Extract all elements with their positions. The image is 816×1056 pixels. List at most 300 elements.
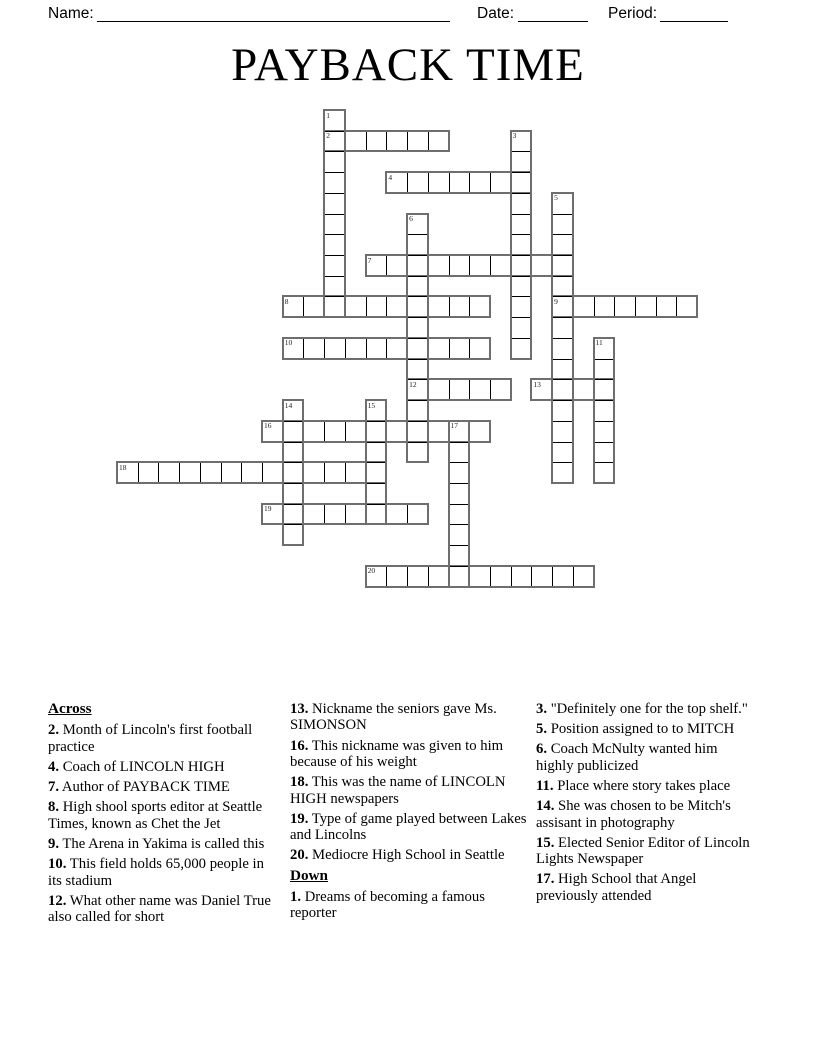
grid-cell[interactable]: [325, 172, 344, 191]
cell-divider: [325, 234, 344, 235]
grid-cell[interactable]: [284, 524, 303, 543]
cell-divider: [676, 297, 677, 316]
clue-number: 18.: [290, 774, 309, 791]
cell-divider: [366, 132, 367, 151]
grid-cell[interactable]: [367, 421, 386, 440]
cell-divider: [449, 380, 450, 399]
grid-cell[interactable]: [511, 567, 530, 586]
grid-cell[interactable]: [324, 463, 343, 482]
grid-cell[interactable]: [345, 505, 364, 524]
grid-cell[interactable]: [408, 276, 427, 295]
grid-cell[interactable]: [367, 504, 386, 523]
cell-divider: [408, 296, 427, 297]
word-15-down: [365, 399, 388, 525]
grid-cell[interactable]: [450, 483, 469, 502]
cell-divider: [450, 442, 469, 443]
cell-divider: [450, 524, 469, 525]
cell-divider: [345, 463, 346, 482]
cell-divider: [552, 567, 553, 586]
word-20-across: [365, 565, 595, 588]
cell-divider: [284, 462, 303, 463]
grid-cell[interactable]: [469, 567, 488, 586]
word-5-down: [551, 192, 574, 484]
cell-divider: [407, 567, 408, 586]
grid-cell[interactable]: [303, 463, 322, 482]
clue-across-10: 10. This field holds 65,000 people in its stadium: [48, 856, 264, 889]
grid-cell[interactable]: [449, 297, 468, 316]
grid-cell[interactable]: [490, 567, 509, 586]
cell-number-15: 15: [367, 400, 376, 410]
grid-cell[interactable]: [449, 173, 468, 192]
cell-divider: [656, 297, 657, 316]
cell-divider: [408, 255, 427, 256]
grid-cell[interactable]: [469, 256, 488, 275]
grid-cell[interactable]: [407, 505, 426, 524]
cell-number-6: 6: [409, 214, 413, 224]
grid-cell[interactable]: [367, 462, 386, 481]
cell-divider: [512, 234, 531, 235]
cell-divider: [614, 297, 615, 316]
grid-cell[interactable]: [221, 463, 240, 482]
cell-divider: [325, 172, 344, 173]
cell-divider: [553, 442, 572, 443]
word-18-across: [116, 461, 387, 484]
grid-cell[interactable]: [449, 339, 468, 358]
cell-divider: [324, 505, 325, 524]
clue-number: 4.: [48, 759, 60, 776]
clue-number: 19.: [290, 810, 309, 827]
grid-cell[interactable]: [303, 339, 322, 358]
grid-cell[interactable]: [553, 276, 572, 295]
grid-cell[interactable]: [512, 317, 531, 336]
grid-cell[interactable]: [450, 442, 469, 461]
cell-divider: [158, 463, 159, 482]
grid-cell[interactable]: [428, 380, 447, 399]
cell-divider: [408, 338, 427, 339]
clue-across-2: 2. Month of Lincoln's first football practice: [48, 722, 253, 755]
clue-number: 8.: [48, 799, 60, 816]
grid-cell[interactable]: [325, 151, 344, 170]
cell-divider: [595, 400, 614, 401]
grid-cell[interactable]: [325, 276, 344, 295]
cell-divider: [490, 256, 491, 275]
grid-cell[interactable]: [553, 400, 572, 419]
grid-cell[interactable]: [345, 463, 364, 482]
cell-number-16: 16: [264, 421, 272, 431]
clue-number: 3.: [536, 701, 548, 717]
cell-divider: [490, 380, 491, 399]
clue-number: 15.: [536, 834, 555, 851]
cell-divider: [635, 297, 636, 316]
cell-divider: [450, 566, 469, 567]
cell-divider: [428, 132, 429, 151]
cell-divider: [553, 255, 572, 256]
cell-divider: [303, 339, 304, 358]
cell-divider: [512, 193, 531, 194]
grid-cell[interactable]: [386, 339, 405, 358]
grid-cell[interactable]: [512, 296, 531, 315]
word-1-down: [323, 109, 346, 318]
cell-divider: [407, 173, 408, 192]
cell-number-18: 18: [119, 462, 127, 472]
grid-cell[interactable]: [345, 132, 364, 151]
cell-divider: [345, 505, 346, 524]
cell-divider: [386, 297, 387, 316]
cell-divider: [553, 276, 572, 277]
cell-divider: [408, 234, 427, 235]
grid-cell[interactable]: [595, 359, 614, 378]
clue-across-13: 13. Nickname the seniors gave Ms. SIMONSON: [290, 701, 497, 734]
cell-divider: [512, 276, 531, 277]
grid-cell[interactable]: [407, 567, 426, 586]
grid-cell[interactable]: [512, 338, 531, 357]
grid-cell[interactable]: [428, 339, 447, 358]
clue-across-16: 16. This nickname was given to him because of his weight: [290, 737, 504, 771]
cell-divider: [366, 339, 367, 358]
grid-cell[interactable]: [553, 462, 572, 481]
clue-down-1: 1. Dreams of becoming a famous reporter: [290, 889, 485, 922]
word-10-across: [282, 337, 491, 360]
cell-divider: [325, 151, 344, 152]
grid-cell[interactable]: [386, 256, 405, 275]
grid-cell[interactable]: [284, 442, 303, 461]
cell-divider: [367, 462, 386, 463]
cell-divider: [366, 297, 367, 316]
cell-number-4: 4: [388, 172, 393, 182]
grid-cell[interactable]: [553, 214, 572, 233]
grid-cell[interactable]: [345, 339, 364, 358]
grid-cell[interactable]: [656, 297, 675, 316]
cell-divider: [595, 421, 614, 422]
grid-cell[interactable]: [553, 442, 572, 461]
cell-divider: [553, 421, 572, 422]
clue-number: 14.: [536, 798, 555, 815]
grid-cell[interactable]: [158, 463, 177, 482]
clues-column-2: [290, 701, 528, 926]
grid-cell[interactable]: [284, 504, 303, 523]
grid-cell[interactable]: [573, 380, 592, 399]
cell-divider: [284, 442, 303, 443]
cell-divider: [553, 317, 572, 318]
cell-divider: [408, 421, 427, 422]
cell-divider: [512, 338, 531, 339]
grid-cell[interactable]: [428, 256, 447, 275]
grid-cell[interactable]: [367, 483, 386, 502]
cell-divider: [408, 276, 427, 277]
grid-cell[interactable]: [262, 463, 281, 482]
cell-divider: [325, 255, 344, 256]
cell-divider: [449, 256, 450, 275]
clue-across-12: 12. What other name was Daniel True also called for short: [48, 892, 271, 926]
cell-divider: [325, 296, 344, 297]
cell-divider: [325, 193, 344, 194]
clue-across-18: 18. This was the name of LINCOLN HIGH newspapers: [290, 774, 506, 807]
cell-divider: [284, 421, 303, 422]
grid-cell[interactable]: [408, 296, 427, 315]
cell-divider: [450, 483, 469, 484]
cell-divider: [512, 151, 531, 152]
clue-number: 2.: [48, 722, 60, 739]
grid-cell[interactable]: [407, 173, 426, 192]
cell-number-14: 14: [284, 400, 293, 410]
period-label: Period:: [608, 5, 658, 22]
cell-divider: [408, 359, 427, 360]
cell-divider: [262, 463, 263, 482]
grid-cell[interactable]: [303, 297, 322, 316]
grid-cell[interactable]: [386, 422, 405, 441]
grid-cell[interactable]: [553, 359, 572, 378]
cell-divider: [325, 214, 344, 215]
grid-cell[interactable]: [325, 193, 344, 212]
cell-divider: [324, 422, 325, 441]
cell-divider: [469, 339, 470, 358]
grid-cell[interactable]: [345, 297, 364, 316]
grid-cell[interactable]: [428, 297, 447, 316]
grid-cell[interactable]: [552, 567, 571, 586]
grid-cell[interactable]: [407, 132, 426, 151]
grid-cell[interactable]: [366, 339, 385, 358]
name-label: Name:: [48, 5, 94, 22]
grid-cell[interactable]: [386, 505, 405, 524]
cell-number-19: 19: [264, 504, 272, 514]
grid-cell[interactable]: [367, 442, 386, 461]
date-label: Date:: [477, 5, 515, 22]
cell-divider: [469, 380, 470, 399]
cell-number-7: 7: [367, 255, 372, 265]
grid-cell[interactable]: [325, 234, 344, 253]
grid-cell[interactable]: [428, 132, 447, 151]
cell-divider: [595, 442, 614, 443]
cell-divider: [367, 483, 386, 484]
cell-divider: [284, 504, 303, 505]
grid-cell[interactable]: [324, 339, 343, 358]
cell-divider: [386, 339, 387, 358]
cell-divider: [449, 297, 450, 316]
cell-divider: [490, 173, 491, 192]
cell-number-5: 5: [554, 193, 558, 203]
clue-number: 17.: [536, 871, 555, 888]
cell-divider: [553, 234, 572, 235]
cell-divider: [553, 400, 572, 401]
grid-cell[interactable]: [512, 234, 531, 253]
cell-number-8: 8: [284, 296, 289, 306]
cell-divider: [531, 567, 532, 586]
cell-divider: [450, 462, 469, 463]
clue-number: 16.: [290, 737, 309, 754]
cell-divider: [490, 567, 491, 586]
clue-number: 9.: [48, 836, 60, 853]
cell-divider: [367, 421, 386, 422]
grid-cell[interactable]: [635, 297, 654, 316]
clue-number: 1.: [290, 889, 302, 906]
grid-cell[interactable]: [386, 297, 405, 316]
grid-cell[interactable]: [595, 442, 614, 461]
cell-divider: [284, 483, 303, 484]
grid-cell[interactable]: [595, 379, 614, 398]
cell-divider: [303, 297, 304, 316]
clue-number: 7.: [48, 779, 60, 796]
grid-cell[interactable]: [408, 400, 427, 419]
cell-divider: [408, 442, 427, 443]
cell-divider: [595, 379, 614, 380]
cell-divider: [595, 462, 614, 463]
grid-cell[interactable]: [512, 255, 531, 274]
grid-cell[interactable]: [408, 442, 427, 461]
grid-cell[interactable]: [450, 545, 469, 564]
grid-cell[interactable]: [408, 234, 427, 253]
grid-cell[interactable]: [469, 173, 488, 192]
clues-column-3: [536, 701, 750, 908]
clue-down-11: 11. Place where story takes place: [536, 778, 731, 795]
grid-cell[interactable]: [512, 172, 531, 191]
cell-divider: [345, 422, 346, 441]
grid-cell[interactable]: [553, 338, 572, 357]
grid-cell[interactable]: [450, 524, 469, 543]
grid-cell[interactable]: [303, 422, 322, 441]
cell-divider: [407, 132, 408, 151]
grid-cell[interactable]: [428, 173, 447, 192]
grid-cell[interactable]: [303, 505, 322, 524]
cell-divider: [221, 463, 222, 482]
grid-cell[interactable]: [469, 380, 488, 399]
grid-cell[interactable]: [324, 422, 343, 441]
grid-cell[interactable]: [408, 317, 427, 336]
cell-divider: [324, 339, 325, 358]
grid-cell[interactable]: [490, 256, 509, 275]
grid-cell[interactable]: [676, 297, 695, 316]
cell-divider: [553, 214, 572, 215]
grid-cell[interactable]: [595, 421, 614, 440]
grid-cell[interactable]: [531, 256, 550, 275]
grid-cell[interactable]: [408, 421, 427, 440]
grid-cell[interactable]: [490, 380, 509, 399]
cell-divider: [284, 524, 303, 525]
cell-divider: [449, 339, 450, 358]
cell-divider: [450, 504, 469, 505]
clue-down-3: 3. "Definitely one for the top shelf.": [536, 701, 748, 717]
grid-cell[interactable]: [408, 255, 427, 274]
clue-number: 10.: [48, 856, 67, 873]
grid-cell[interactable]: [512, 151, 531, 170]
grid-cell[interactable]: [553, 255, 572, 274]
cell-divider: [512, 296, 531, 297]
grid-cell[interactable]: [200, 463, 219, 482]
grid-cell[interactable]: [325, 296, 344, 315]
grid-cell[interactable]: [450, 566, 469, 585]
grid-cell[interactable]: [553, 421, 572, 440]
clue-number: 12.: [48, 892, 67, 909]
clue-number: 13.: [290, 701, 309, 717]
grid-cell[interactable]: [366, 132, 385, 151]
grid-cell[interactable]: [366, 297, 385, 316]
cell-number-20: 20: [367, 566, 376, 576]
grid-cell[interactable]: [614, 297, 633, 316]
cell-divider: [386, 567, 387, 586]
grid-cell[interactable]: [531, 567, 550, 586]
grid-cell[interactable]: [324, 505, 343, 524]
grid-cell[interactable]: [469, 339, 488, 358]
clue-number: 6.: [536, 741, 548, 758]
cell-divider: [553, 359, 572, 360]
clues-column-1: [48, 701, 274, 929]
grid-cell[interactable]: [512, 214, 531, 233]
cell-divider: [469, 173, 470, 192]
word-6-down: [406, 213, 429, 464]
cell-divider: [594, 297, 595, 316]
grid-cell[interactable]: [449, 256, 468, 275]
cell-divider: [408, 400, 427, 401]
grid-cell[interactable]: [408, 338, 427, 357]
grid-cell[interactable]: [284, 421, 303, 440]
grid-cell[interactable]: [325, 214, 344, 233]
cell-divider: [512, 255, 531, 256]
cell-divider: [179, 463, 180, 482]
grid-cell[interactable]: [594, 297, 613, 316]
grid-cell[interactable]: [512, 193, 531, 212]
grid-cell[interactable]: [595, 400, 614, 419]
cell-divider: [553, 462, 572, 463]
clue-across-19: 19. Type of game played between Lakes and Lincolns: [290, 810, 527, 844]
cell-divider: [469, 256, 470, 275]
grid-cell[interactable]: [595, 462, 614, 481]
grid-cell[interactable]: [325, 255, 344, 274]
page-title: PAYBACK TIME: [231, 39, 585, 91]
word-14-down: [282, 399, 305, 546]
cell-number-11: 11: [595, 338, 603, 348]
grid-cell[interactable]: [469, 297, 488, 316]
grid-cell[interactable]: [469, 422, 488, 441]
cell-divider: [428, 567, 429, 586]
grid-cell[interactable]: [553, 234, 572, 253]
cell-number-12: 12: [409, 379, 417, 389]
grid-cell[interactable]: [386, 567, 405, 586]
grid-cell[interactable]: [345, 422, 364, 441]
cell-number-13: 13: [533, 379, 541, 389]
grid-cell[interactable]: [512, 276, 531, 295]
grid-cell[interactable]: [449, 380, 468, 399]
clue-across-9: 9. The Arena in Yakima is called this: [48, 836, 265, 853]
clue-number: 20.: [290, 847, 309, 864]
grid-cell[interactable]: [386, 132, 405, 151]
grid-cell[interactable]: [553, 379, 572, 398]
grid-cell[interactable]: [241, 463, 260, 482]
grid-cell[interactable]: [179, 463, 198, 482]
grid-cell[interactable]: [573, 567, 592, 586]
clue-across-20: 20. Mediocre High School in Seattle: [290, 847, 505, 864]
grid-cell[interactable]: [428, 422, 447, 441]
grid-cell[interactable]: [553, 317, 572, 336]
word-8-across: [282, 295, 491, 318]
clue-down-15: 15. Elected Senior Editor of Lincoln Lights Newspaper: [536, 834, 750, 868]
grid-cell[interactable]: [284, 483, 303, 502]
cell-number-10: 10: [284, 338, 293, 348]
cell-divider: [511, 567, 512, 586]
cell-divider: [386, 256, 387, 275]
word-7-across: [365, 254, 574, 277]
grid-cell[interactable]: [450, 504, 469, 523]
grid-cell[interactable]: [284, 462, 303, 481]
cell-number-1: 1: [326, 110, 330, 120]
cell-divider: [200, 463, 201, 482]
grid-cell[interactable]: [138, 463, 157, 482]
grid-cell[interactable]: [428, 567, 447, 586]
grid-cell[interactable]: [408, 359, 427, 378]
grid-cell[interactable]: [450, 462, 469, 481]
cell-divider: [595, 359, 614, 360]
grid-cell[interactable]: [573, 297, 592, 316]
grid-cell[interactable]: [490, 173, 509, 192]
across-heading: Across: [48, 700, 92, 717]
